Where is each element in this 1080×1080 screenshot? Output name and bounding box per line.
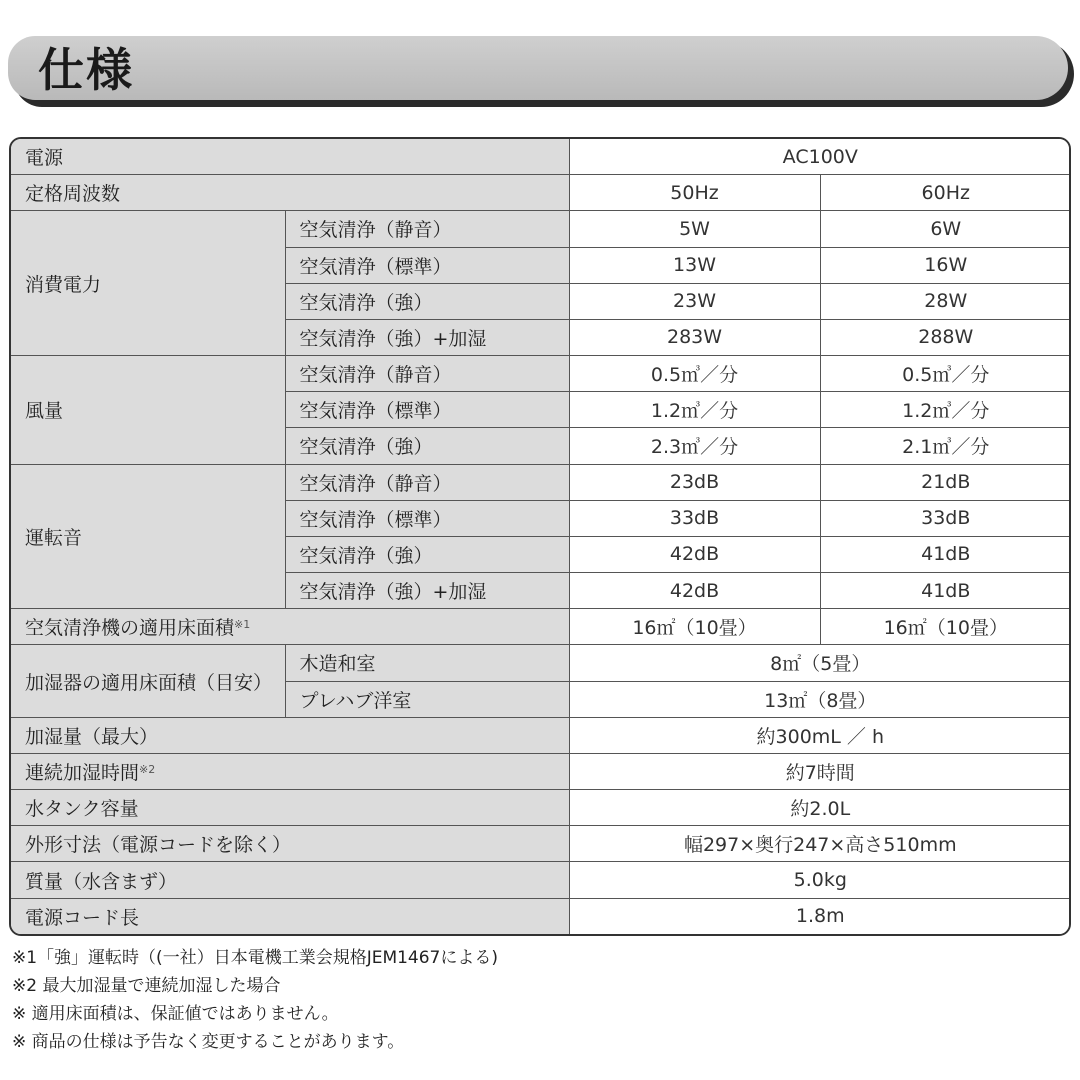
row-value: 13㎡（8畳） [569, 681, 1071, 717]
mode-label: 空気清浄（強）+加湿 [285, 319, 569, 355]
row-label: 電源 [11, 139, 569, 175]
value-60hz: 41dB [820, 573, 1071, 609]
value-60hz: 0.5㎥／分 [820, 356, 1071, 392]
value-60hz: 6W [820, 211, 1071, 247]
spec-table [11, 139, 1071, 934]
table-row [11, 139, 1071, 175]
value-50hz: 33dB [569, 500, 820, 536]
value-50hz: 16㎡（10畳） [569, 609, 820, 645]
value-50hz: 2.3㎥／分 [569, 428, 820, 464]
row-value: AC100V [569, 139, 1071, 175]
footnote-mark: ※1 [234, 618, 251, 632]
mode-label: 空気清浄（静音） [285, 211, 569, 247]
row-value: 約300mL ／ h [569, 717, 1071, 753]
spec-table-frame [9, 137, 1071, 936]
footnote: ※ 適用床面積は、保証値ではありません。 [12, 1004, 339, 1024]
table-row [11, 862, 1071, 898]
row-label: 水タンク容量 [11, 790, 569, 826]
row-value: 1.8m [569, 898, 1071, 934]
row-label: 質量（水含まず） [11, 862, 569, 898]
table-row [11, 356, 1071, 392]
value-60hz: 288W [820, 319, 1071, 355]
value-60hz: 16㎡（10畳） [820, 609, 1071, 645]
freq-60hz-header: 60Hz [820, 175, 1071, 211]
title-banner [8, 36, 1068, 100]
value-50hz: 23W [569, 283, 820, 319]
row-label: 定格周波数 [11, 175, 569, 211]
group-label: 風量 [11, 356, 285, 465]
group-label: 加湿器の適用床面積（目安） [11, 645, 285, 717]
row-value: 約7時間 [569, 753, 1071, 789]
mode-label: 空気清浄（静音） [285, 356, 569, 392]
value-50hz: 23dB [569, 464, 820, 500]
footnote: ※2 最大加湿量で連続加湿した場合 [12, 976, 281, 996]
room-type-label: 木造和室 [285, 645, 569, 681]
mode-label: 空気清浄（強） [285, 283, 569, 319]
row-value: 5.0kg [569, 862, 1071, 898]
footnote: ※1「強」運転時（(一社）日本電機工業会規格JEM1467による) [12, 948, 499, 968]
table-row [11, 609, 1071, 645]
page-title: 仕様 [38, 43, 134, 97]
mode-label: 空気清浄（静音） [285, 464, 569, 500]
table-row [11, 753, 1071, 789]
value-50hz: 13W [569, 247, 820, 283]
row-label-text: 空気清浄機の適用床面積 [25, 617, 235, 640]
mode-label: 空気清浄（標準） [285, 500, 569, 536]
value-50hz: 283W [569, 319, 820, 355]
row-value: 8㎡（5畳） [569, 645, 1071, 681]
value-60hz: 28W [820, 283, 1071, 319]
value-60hz: 2.1㎥／分 [820, 428, 1071, 464]
value-60hz: 16W [820, 247, 1071, 283]
group-label: 運転音 [11, 464, 285, 609]
table-row [11, 717, 1071, 753]
mode-label: 空気清浄（強） [285, 536, 569, 572]
row-label: 加湿量（最大） [11, 717, 569, 753]
row-value: 約2.0L [569, 790, 1071, 826]
row-value: 幅297×奥行247×高さ510mm [569, 826, 1071, 862]
mode-label: 空気清浄（強） [285, 428, 569, 464]
row-label: 電源コード長 [11, 898, 569, 934]
value-50hz: 42dB [569, 573, 820, 609]
freq-50hz-header: 50Hz [569, 175, 820, 211]
mode-label: 空気清浄（標準） [285, 247, 569, 283]
value-50hz: 1.2㎥／分 [569, 392, 820, 428]
table-row [11, 175, 1071, 211]
footnote: ※ 商品の仕様は予告なく変更することがあります。 [12, 1032, 405, 1052]
row-label [11, 753, 569, 789]
value-50hz: 0.5㎥／分 [569, 356, 820, 392]
row-label: 外形寸法（電源コードを除く） [11, 826, 569, 862]
mode-label: 空気清浄（強）+加湿 [285, 573, 569, 609]
table-row [11, 464, 1071, 500]
footnote-mark: ※2 [139, 763, 156, 776]
table-row [11, 211, 1071, 247]
mode-label: 空気清浄（標準） [285, 392, 569, 428]
table-row [11, 790, 1071, 826]
table-row [11, 826, 1071, 862]
value-60hz: 1.2㎥／分 [820, 392, 1071, 428]
value-60hz: 41dB [820, 536, 1071, 572]
footnotes [12, 944, 1072, 1056]
group-label: 消費電力 [11, 211, 285, 356]
row-label-text: 連続加湿時間 [25, 762, 140, 784]
table-row [11, 645, 1071, 681]
value-60hz: 33dB [820, 500, 1071, 536]
row-label [11, 609, 569, 645]
table-row [11, 898, 1071, 934]
value-60hz: 21dB [820, 464, 1071, 500]
value-50hz: 5W [569, 211, 820, 247]
value-50hz: 42dB [569, 536, 820, 572]
room-type-label: プレハブ洋室 [285, 681, 569, 717]
